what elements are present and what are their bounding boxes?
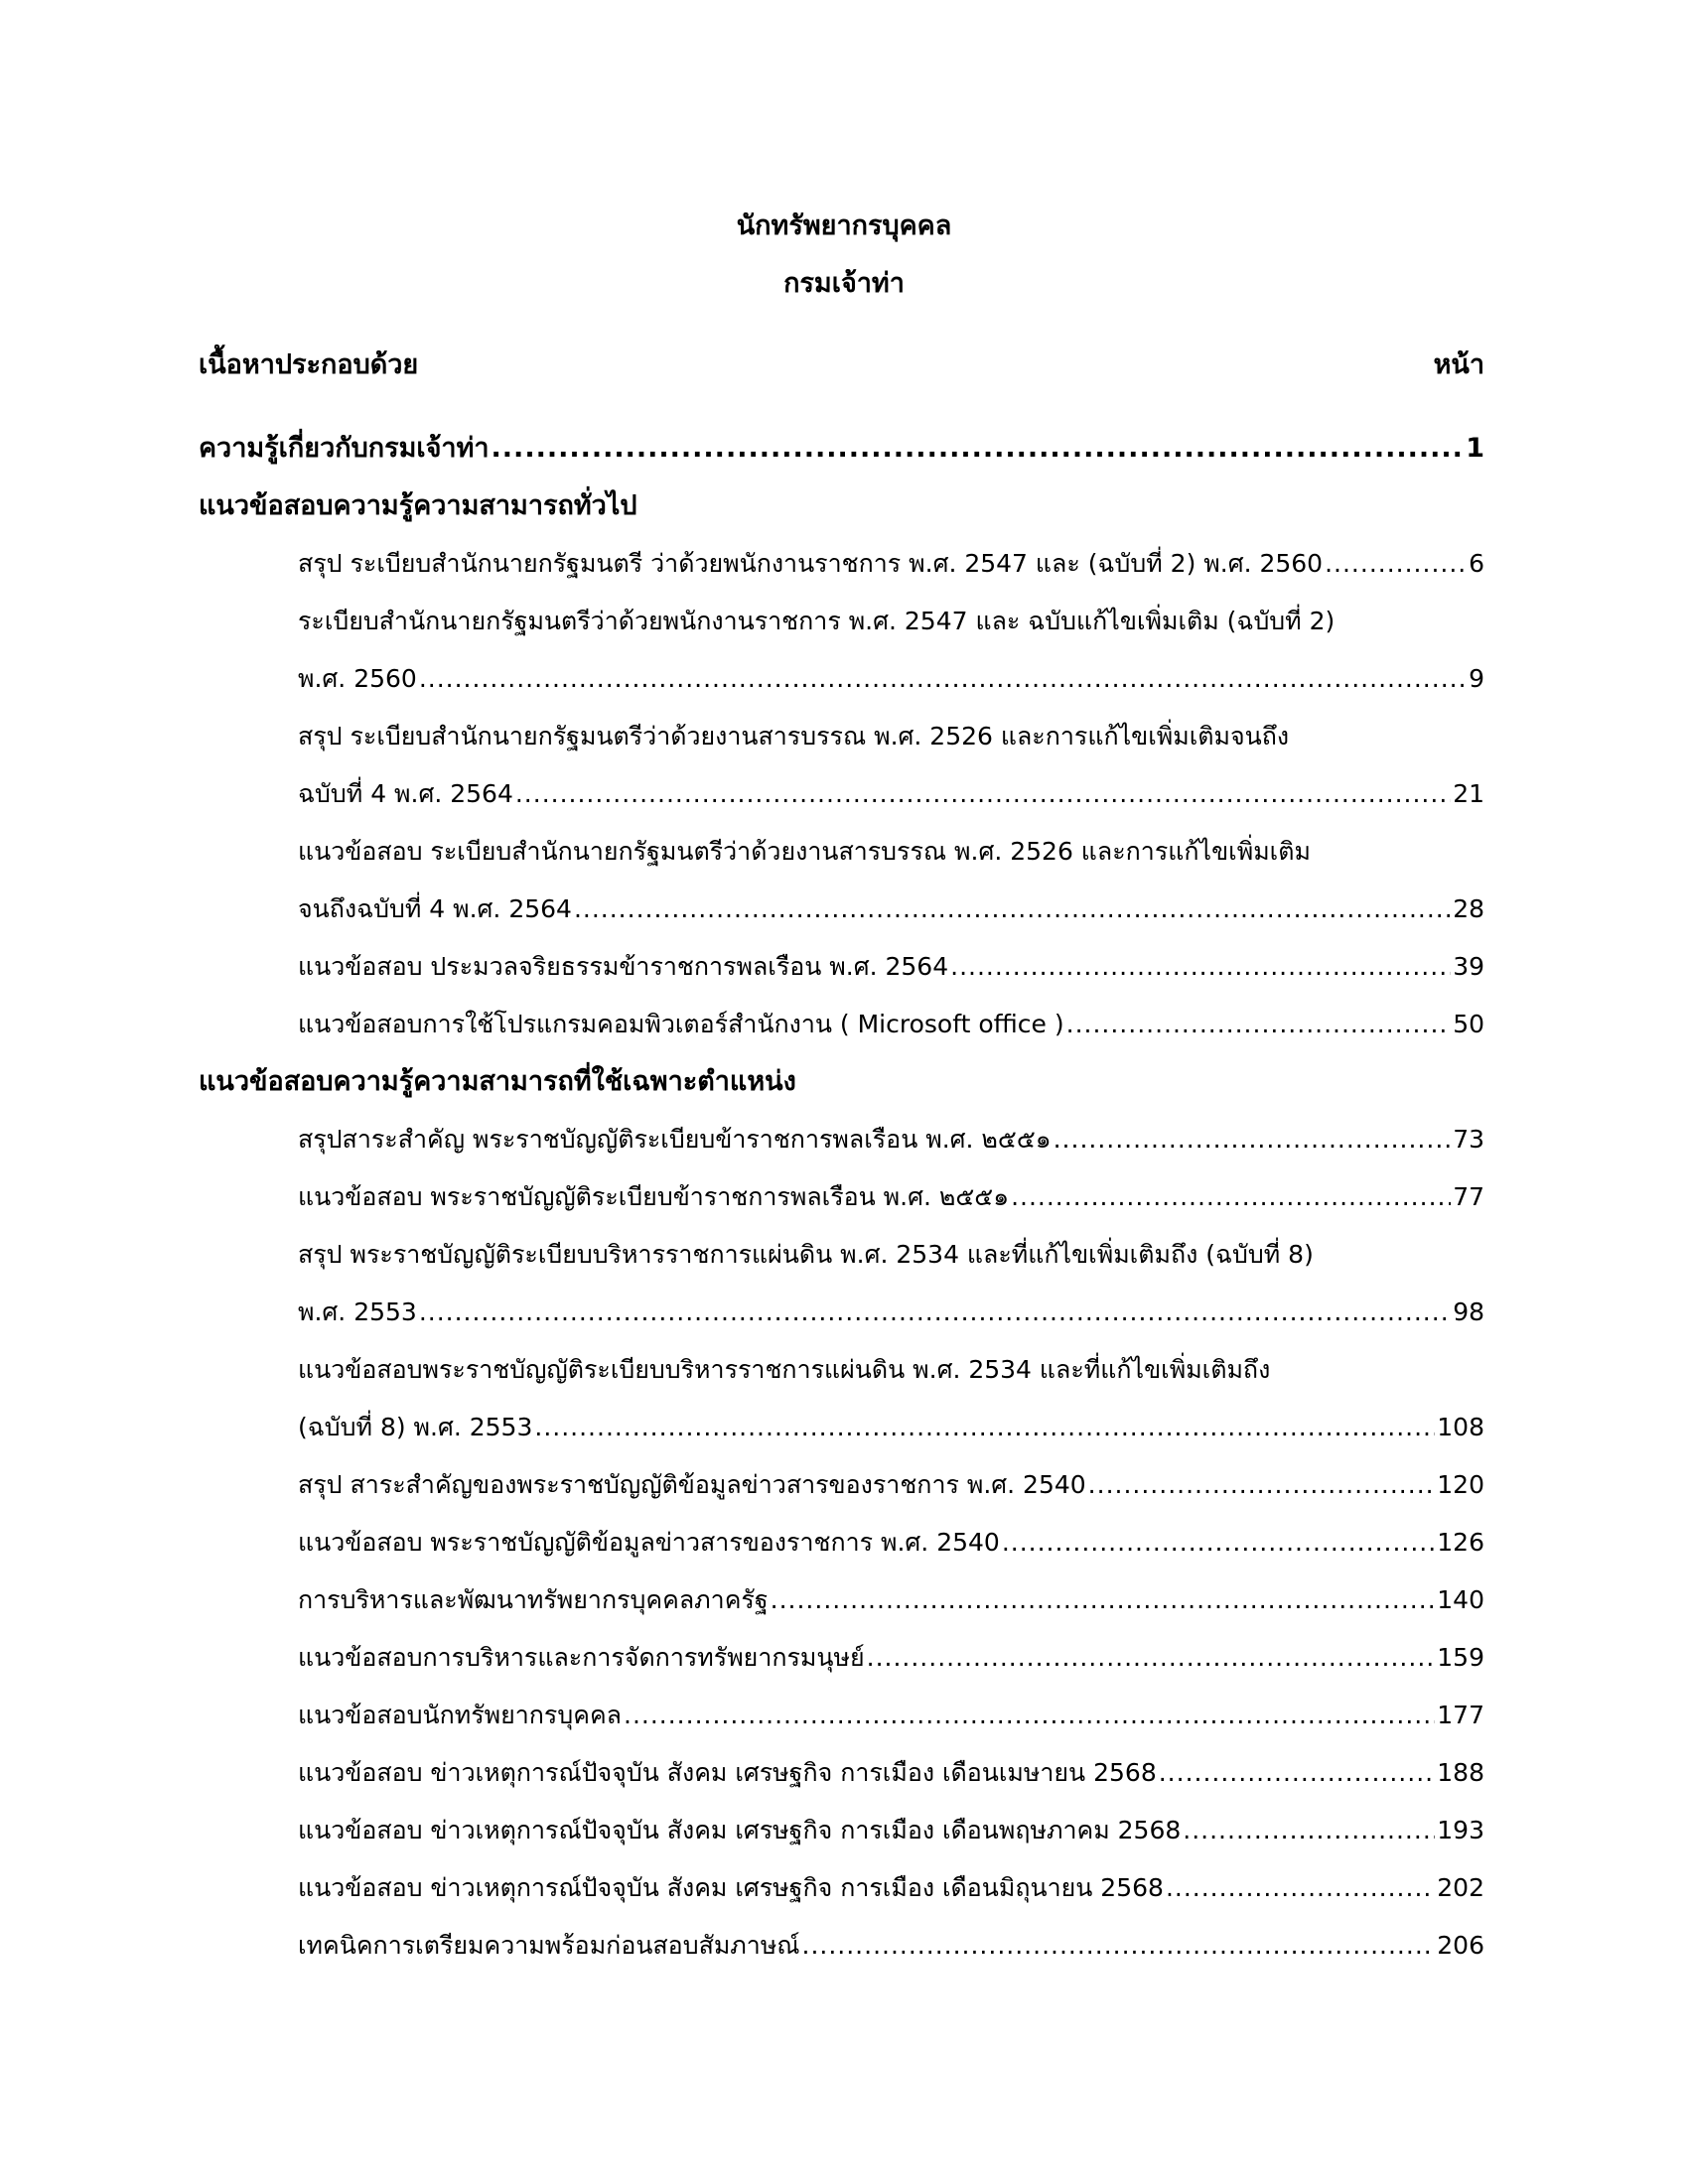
toc-page-number: 159 (1437, 1643, 1484, 1672)
toc-page-number: 177 (1437, 1701, 1484, 1729)
toc-entry-text: แนวข้อสอบ ข่าวเหตุการณ์ปัจจุบัน สังคม เศรษฐกิจ การเมือง เดือนเมษายน 2568 (298, 1758, 1157, 1787)
leader-dots (1159, 1753, 1436, 1793)
toc-entry-text: แนวข้อสอบ พระราชบัญญัติข้อมูลข่าวสารของราชการ พ.ศ. 2540 (298, 1528, 1000, 1557)
leader-dots (515, 774, 1451, 814)
toc-entry (199, 713, 1484, 828)
leader-dots (419, 1293, 1451, 1332)
leader-dots (492, 429, 1465, 469)
toc-entry-text-continued: ฉบับที่ 4 พ.ศ. 2564 (298, 779, 513, 808)
toc-page-number: 1 (1466, 433, 1484, 464)
leader-dots (771, 1580, 1436, 1620)
toc-entry-text: สรุปสาระสำคัญ พระราชบัญญัติระเบียบข้าราชการพลเรือน พ.ศ. ๒๕๕๑ (298, 1125, 1052, 1154)
toc-entry-text: การบริหารและพัฒนาทรัพยากรบุคคลภาครัฐ (298, 1585, 769, 1614)
toc-page-number: 39 (1453, 952, 1484, 981)
toc-section (199, 1058, 1484, 1116)
toc-entry-text: แนวข้อสอบพระราชบัญญัติระเบียบบริหารราชการแผ่นดิน พ.ศ. 2534 และที่แก้ไขเพิ่มเติมถึง (298, 1355, 1271, 1384)
toc-entry (199, 1116, 1484, 1173)
toc-entry (199, 598, 1484, 713)
toc-entry-text: แนวข้อสอบ พระราชบัญญัติระเบียบข้าราชการพลเรือน พ.ศ. ๒๕๕๑ (298, 1182, 1010, 1211)
toc-entry (199, 1519, 1484, 1576)
toc-section (199, 425, 1484, 482)
toc-entry-text: สรุป ระเบียบสำนักนายกรัฐมนตรี ว่าด้วยพนักงานราชการ พ.ศ. 2547 และ (ฉบับที่ 2) พ.ศ. 2560 (298, 549, 1324, 578)
toc-entry (199, 1634, 1484, 1692)
leader-dots (1166, 1868, 1435, 1908)
leader-dots (1054, 1120, 1452, 1160)
leader-dots (950, 947, 1451, 987)
toc-page-number: 193 (1437, 1816, 1484, 1844)
toc-entry (199, 828, 1484, 943)
toc-entry (199, 1001, 1484, 1058)
table-of-contents (199, 425, 1484, 1979)
leader-dots (1011, 1177, 1451, 1217)
toc-entry-text: แนวข้อสอบ ข่าวเหตุการณ์ปัจจุบัน สังคม เศรษฐกิจ การเมือง เดือนมิถุนายน 2568 (298, 1873, 1164, 1902)
toc-page-number: 120 (1437, 1470, 1484, 1499)
toc-page-number: 188 (1437, 1758, 1484, 1787)
toc-entry (199, 1576, 1484, 1634)
toc-entry-text: แนวข้อสอบ ข่าวเหตุการณ์ปัจจุบัน สังคม เศรษฐกิจ การเมือง เดือนพฤษภาคม 2568 (298, 1816, 1182, 1844)
toc-entry (199, 1807, 1484, 1864)
toc-page-number: 202 (1437, 1873, 1484, 1902)
toc-page-number: 6 (1469, 549, 1484, 578)
leader-dots (1002, 1523, 1435, 1563)
toc-entry-text: แนวข้อสอบการใช้โปรแกรมคอมพิวเตอร์สำนักงาน ( Microsoft office ) (298, 1010, 1064, 1038)
toc-section-title: ความรู้เกี่ยวกับกรมเจ้าท่า (199, 433, 490, 464)
toc-entry (199, 1922, 1484, 1979)
leader-dots (1325, 544, 1467, 584)
toc-entry (199, 1231, 1484, 1346)
toc-entry-text: ระเบียบสำนักนายกรัฐมนตรีว่าด้วยพนักงานราชการ พ.ศ. 2547 และ ฉบับแก้ไขเพิ่มเติม (ฉบับที่ 2) (298, 607, 1336, 635)
toc-entry-text: แนวข้อสอบ ประมวลจริยธรรมข้าราชการพลเรือน พ.ศ. 2564 (298, 952, 949, 981)
toc-entry (199, 1749, 1484, 1807)
leader-dots (419, 659, 1467, 699)
leader-dots (574, 889, 1451, 929)
document-title: นักทรัพยากรบุคคล (736, 210, 952, 241)
toc-header-contents: เนื้อหาประกอบด้วย (199, 349, 419, 380)
toc-page-number: 77 (1453, 1182, 1484, 1211)
toc-entry-text: เทคนิคการเตรียมความพร้อมก่อนสอบสัมภาษณ์ (298, 1931, 800, 1960)
toc-entry-text-continued: (ฉบับที่ 8) พ.ศ. 2553 (298, 1413, 533, 1441)
leader-dots (867, 1638, 1436, 1678)
toc-entry-text: แนวข้อสอบ ระเบียบสำนักนายกรัฐมนตรีว่าด้วยงานสารบรรณ พ.ศ. 2526 และการแก้ไขเพิ่มเติม (298, 837, 1311, 866)
toc-page-number: 98 (1453, 1297, 1484, 1326)
toc-entry-text-continued: จนถึงฉบับที่ 4 พ.ศ. 2564 (298, 894, 572, 923)
leader-dots (1066, 1005, 1452, 1044)
toc-header (199, 345, 1484, 385)
toc-section (199, 482, 1484, 540)
toc-page-number: 108 (1437, 1413, 1484, 1441)
toc-entry (199, 1864, 1484, 1922)
toc-entry-text-continued: พ.ศ. 2560 (298, 664, 417, 693)
toc-entry (199, 943, 1484, 1001)
toc-entry-text: สรุป สาระสำคัญของพระราชบัญญัติข้อมูลข่าวสารของราชการ พ.ศ. 2540 (298, 1470, 1086, 1499)
toc-entry (199, 540, 1484, 598)
toc-header-page: หน้า (1433, 349, 1484, 380)
toc-page-number: 21 (1453, 779, 1484, 808)
toc-entry-text: สรุป ระเบียบสำนักนายกรัฐมนตรีว่าด้วยงานสารบรรณ พ.ศ. 2526 และการแก้ไขเพิ่มเติมจนถึง (298, 722, 1290, 751)
toc-entry (199, 1346, 1484, 1461)
toc-section-title: แนวข้อสอบความรู้ความสามารถทั่วไป (199, 490, 637, 521)
leader-dots (1088, 1465, 1436, 1505)
toc-page-number: 9 (1469, 664, 1484, 693)
toc-section-title: แนวข้อสอบความรู้ความสามารถที่ใช้เฉพาะตำแหน่ง (199, 1066, 796, 1097)
leader-dots (1183, 1811, 1435, 1850)
leader-dots (534, 1408, 1435, 1447)
toc-entry (199, 1461, 1484, 1519)
toc-page-number: 50 (1453, 1010, 1484, 1038)
toc-entry (199, 1173, 1484, 1231)
toc-page-number: 73 (1453, 1125, 1484, 1154)
toc-page-number: 126 (1437, 1528, 1484, 1557)
toc-entry-text: แนวข้อสอบนักทรัพยากรบุคคล (298, 1701, 622, 1729)
leader-dots (802, 1926, 1436, 1966)
toc-entry-text-continued: พ.ศ. 2553 (298, 1297, 417, 1326)
toc-entry (199, 1692, 1484, 1749)
toc-entry-text: แนวข้อสอบการบริหารและการจัดการทรัพยากรมนุษย์ (298, 1643, 865, 1672)
toc-page-number: 140 (1437, 1585, 1484, 1614)
toc-page-number: 206 (1437, 1931, 1484, 1960)
toc-page-number: 28 (1453, 894, 1484, 923)
document-subtitle: กรมเจ้าท่า (783, 268, 905, 299)
leader-dots (624, 1696, 1435, 1735)
toc-entry-text: สรุป พระราชบัญญัติระเบียบบริหารราชการแผ่นดิน พ.ศ. 2534 และที่แก้ไขเพิ่มเติมถึง (ฉบับที่ 8) (298, 1240, 1314, 1269)
